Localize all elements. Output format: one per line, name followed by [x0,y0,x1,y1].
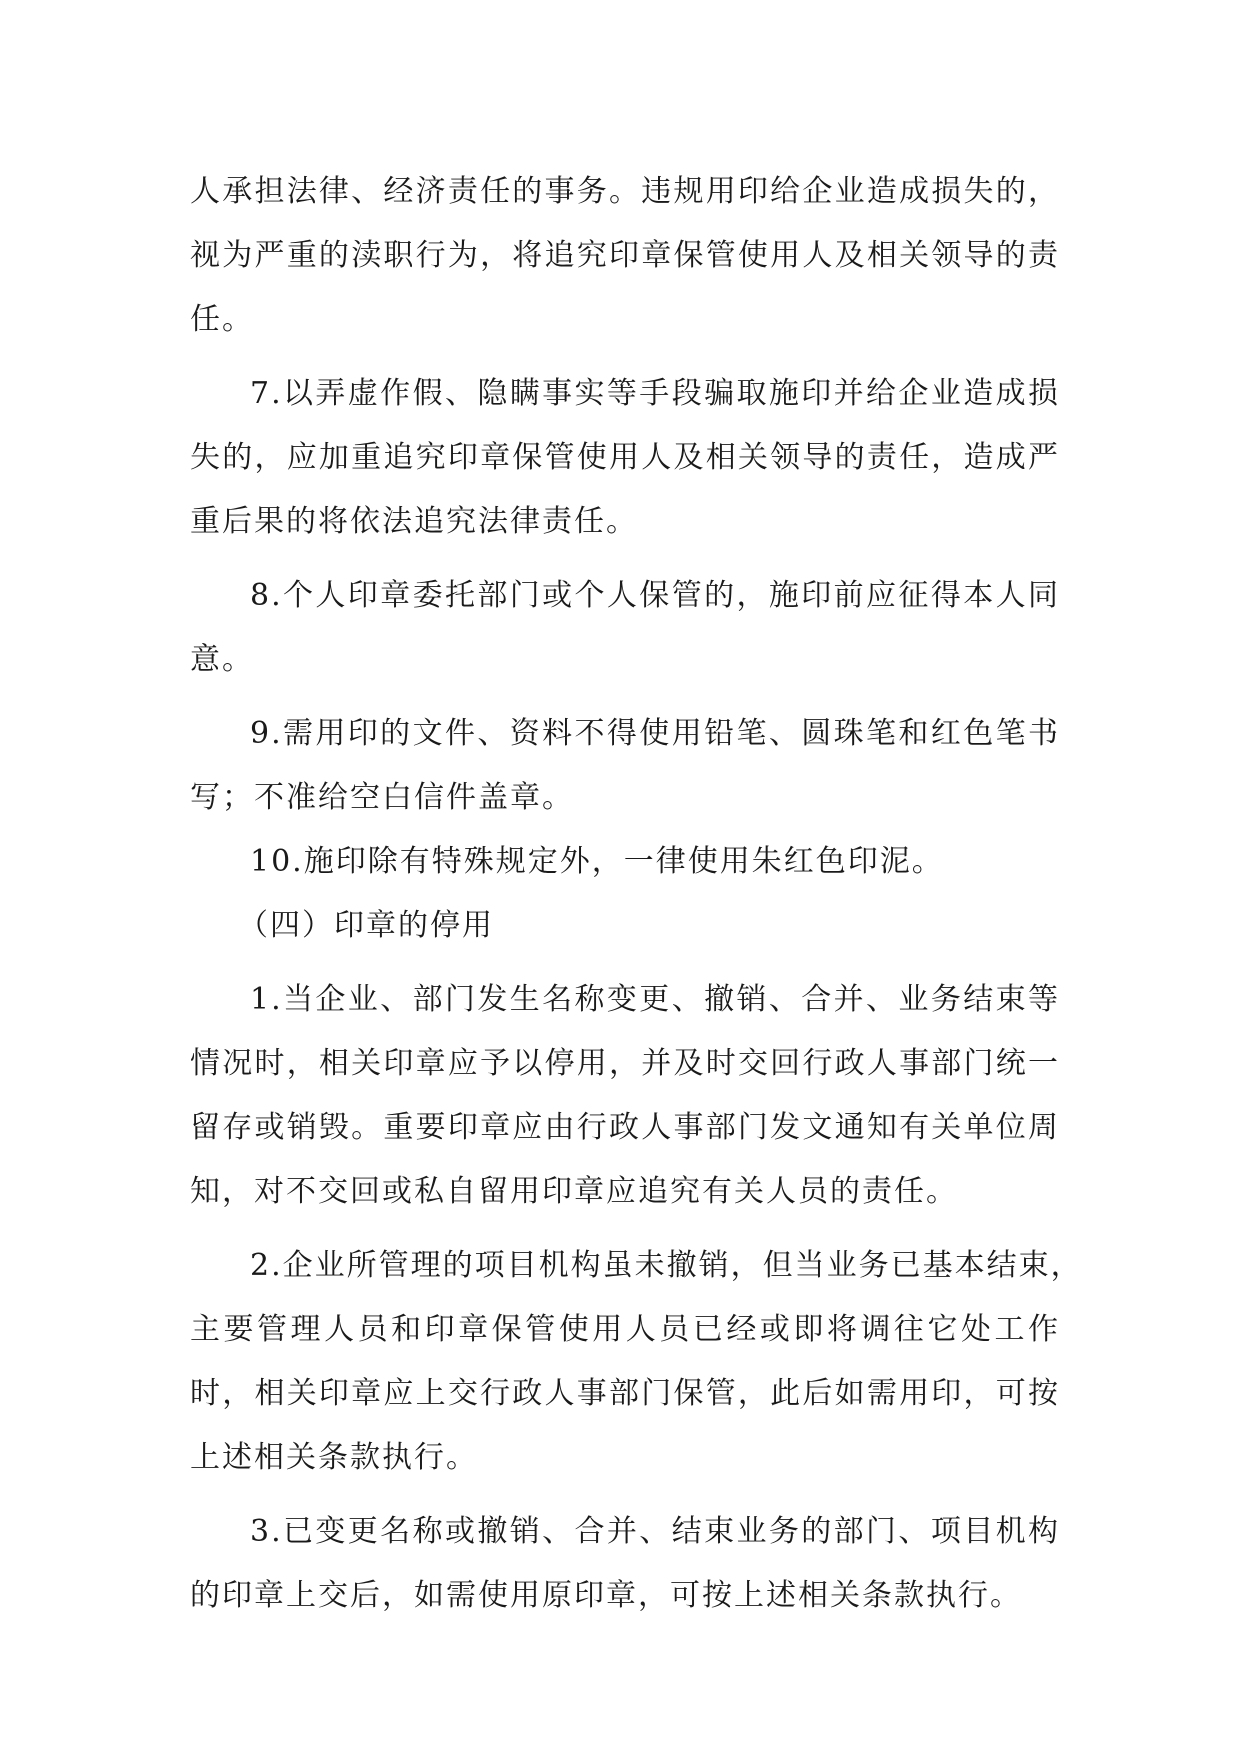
text-line: 3.已变更名称或撤销、合并、结束业务的部门、项目机构 [250,1514,1060,1549]
list-item-7 [190,362,1060,554]
text-line: 任。 [190,302,254,337]
text-line: 上述相关条款执行。 [190,1440,478,1475]
text-line: 的印章上交后，如需使用原印章，可按上述相关条款执行。 [190,1578,1022,1613]
list-item-9 [190,702,1060,830]
text-line: 留存或销毁。重要印章应由行政人事部门发文通知有关单位周 [190,1110,1060,1145]
text-line: 人承担法律、经济责任的事务。违规用印给企业造成损失的， [190,174,1060,209]
section-item-2 [190,1234,1083,1490]
paragraph-continued [190,160,1060,352]
text-line: 8.个人印章委托部门或个人保管的，施印前应征得本人同 [250,578,1060,613]
section-item-1 [190,968,1060,1224]
text-line: 写；不准给空白信件盖章。 [190,780,574,815]
text-line: 1.当企业、部门发生名称变更、撤销、合并、业务结束等 [250,982,1060,1017]
text-line: 时，相关印章应上交行政人事部门保管，此后如需用印，可按 [190,1376,1060,1411]
text-line: 10.施印除有特殊规定外，一律使用朱红色印泥。 [250,844,944,879]
text-line: 失的，应加重追究印章保管使用人及相关领导的责任，造成严 [190,440,1060,475]
text-line: 意。 [190,642,254,677]
document-body [190,160,1083,1628]
text-line: 知，对不交回或私自留用印章应追究有关人员的责任。 [190,1174,958,1209]
text-line: 7.以弄虚作假、隐瞒事实等手段骗取施印并给企业造成损 [250,376,1060,411]
section-title: （四）印章的停用 [238,908,494,943]
text-line: 2.企业所管理的项目机构虽未撤销，但当业务已基本结束， [250,1248,1083,1283]
list-item-10 [190,830,1060,894]
list-item-8 [190,564,1060,692]
section-item-3 [190,1500,1060,1628]
text-line: 主要管理人员和印章保管使用人员已经或即将调往它处工作 [190,1312,1060,1347]
text-line: 情况时，相关印章应予以停用，并及时交回行政人事部门统一 [190,1046,1060,1081]
section-heading [190,894,1060,958]
text-line: 重后果的将依法追究法律责任。 [190,504,638,539]
text-line: 视为严重的渎职行为，将追究印章保管使用人及相关领导的责 [190,238,1060,273]
text-line: 9.需用印的文件、资料不得使用铅笔、圆珠笔和红色笔书 [250,716,1060,751]
